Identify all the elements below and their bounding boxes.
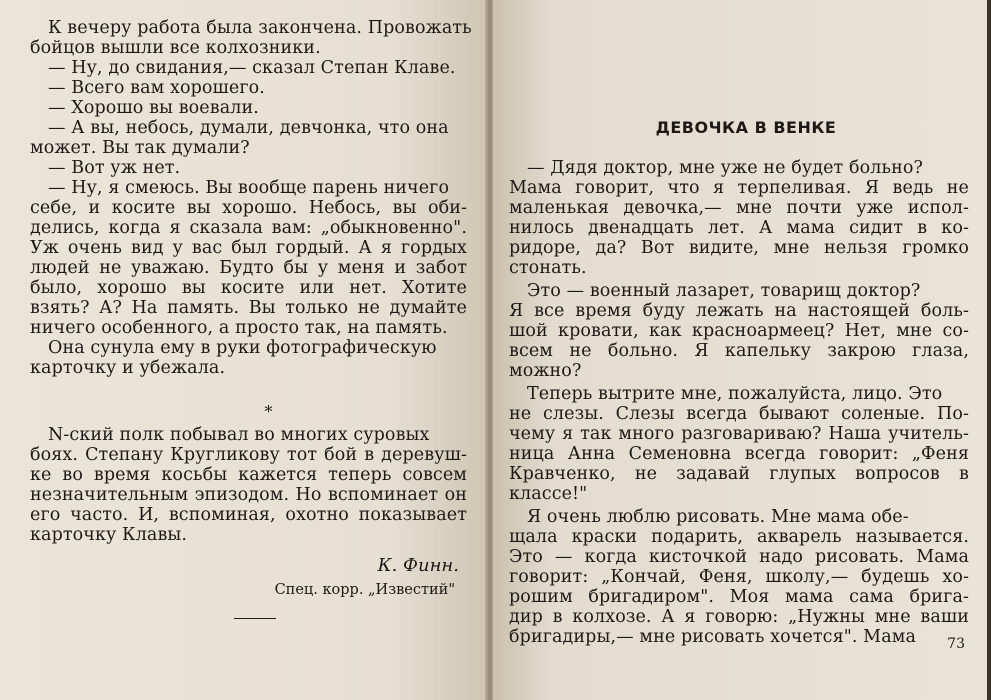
text-line: стонать.	[509, 258, 587, 278]
paragraph	[509, 158, 969, 278]
text-line: может. Вы так думали?	[30, 138, 250, 158]
text-line: было, хорошо вы косите или нет. Хотите	[30, 278, 467, 298]
text-line: ница Анна Семеновна всегда говорит: „Феня	[509, 444, 969, 464]
text-line: его часто. И, вспоминая, охотно показывает	[30, 505, 467, 525]
text-line: К вечеру работа была закончена. Провожать	[48, 18, 472, 38]
text-line: классе!"	[509, 484, 588, 504]
story-title: ДЕВОЧКА В ВЕНКЕ	[655, 118, 837, 137]
author-signature: К. Финн.	[377, 555, 459, 576]
text-line: карточку и убежала.	[30, 358, 226, 378]
text-line: делись, когда я сказала вам: „обыкновенно".	[30, 218, 467, 238]
text-line: Я очень люблю рисовать. Мне мама обе-	[527, 507, 909, 527]
text-line: маленькая девочка,— мне почти уже испол-	[509, 198, 969, 218]
text-line: N-ский полк побывал во многих суровых	[48, 425, 430, 445]
paragraph	[30, 118, 467, 158]
paragraph	[30, 78, 467, 98]
text-line: Теперь вытрите мне, пожалуйста, лицо. Это	[527, 384, 943, 404]
text-line: говорит: „Кончай, Феня, школу,— будешь хо-	[509, 567, 969, 587]
paragraph	[509, 507, 969, 647]
author-credit: Спец. корр. „Известий"	[274, 582, 455, 598]
text-line: ридоре, да? Вот видите, мне нельзя громко	[509, 238, 969, 258]
paragraph	[509, 384, 969, 504]
text-line: шой кровати, как красноармеец? Нет, мне со-	[509, 321, 969, 341]
left-page	[0, 0, 487, 700]
page-edge	[987, 0, 991, 700]
text-line: ке во время косьбы кажется теперь совсем	[30, 465, 467, 485]
text-line: Это — когда кисточкой надо рисовать. Мама	[509, 547, 969, 567]
text-line: взять? А? На память. Вы только не думайте	[30, 298, 467, 318]
text-line: — Дядя доктор, мне уже не будет больно?	[527, 158, 924, 178]
text-line: Кравченко, не задавай глупых вопросов в	[509, 464, 969, 484]
text-line: Уж очень вид у вас был гордый. А я гордых	[30, 238, 467, 258]
text-line: рошим бригадиром". Моя мама сама брига-	[509, 587, 969, 607]
text-line: щала краски подарить, акварель называется.	[509, 527, 969, 547]
left-page-second-block	[30, 425, 467, 545]
text-line: бойцов вышли все колхозники.	[30, 38, 321, 58]
text-line: людей не уважаю. Будто бы у меня и забот	[30, 258, 467, 278]
text-line: — Ну, до свидания,— сказал Степан Клаве.	[48, 58, 456, 78]
text-line: боях. Степану Кругликову тот бой в деревуш-	[30, 445, 467, 465]
text-line: Она сунула ему в руки фотографическую	[48, 338, 437, 358]
text-line: Это — военный лазарет, товарищ доктор?	[527, 281, 921, 301]
text-line: дир в колхозе. А я говорю: „Нужны мне ваши	[509, 607, 969, 627]
section-separator: *	[264, 402, 273, 421]
page-number: 73	[947, 636, 965, 652]
text-line: — А вы, небось, думали, девчонка, что она	[48, 118, 449, 138]
text-line: — Хорошо вы воевали.	[48, 98, 259, 118]
text-line: карточку Клавы.	[30, 525, 188, 545]
text-line: — Ну, я смеюсь. Вы вообще парень ничего	[48, 178, 450, 198]
text-line: Я все время буду лежать на настоящей боль-	[509, 301, 969, 321]
paragraph	[30, 58, 467, 78]
text-line: — Вот уж нет.	[48, 158, 181, 178]
text-line: Мама говорит, что я терпеливая. Я ведь не	[509, 178, 969, 198]
text-line: можно?	[509, 361, 582, 381]
paragraph	[30, 18, 472, 58]
right-page-text	[509, 158, 969, 647]
paragraph	[30, 98, 467, 118]
paragraph	[30, 338, 467, 378]
text-line: себе, и косите вы хорошо. Небось, вы оби-	[30, 198, 467, 218]
text-line: чему я так много разговариваю? Наша учитель-	[509, 424, 969, 444]
text-line: всем не больно. Я капельку закрою глаза,	[509, 341, 969, 361]
text-line: не слезы. Слезы всегда бывают соленые. По-	[509, 404, 969, 424]
text-line: бригадиры,— мне рисовать хочется". Мама	[509, 627, 916, 647]
text-line: незначительным эпизодом. Но вспоминает он	[30, 485, 467, 505]
text-line: — Всего вам хорошего.	[48, 78, 265, 98]
paragraph	[30, 158, 467, 178]
left-page-text	[30, 18, 472, 378]
paragraph	[30, 178, 467, 338]
end-rule	[234, 618, 276, 619]
text-line: ничего особенного, а просто так, на память.	[30, 318, 448, 338]
paragraph	[509, 281, 969, 381]
text-line: нилось двенадцать лет. А мама сидит в ко-	[509, 218, 969, 238]
right-page	[493, 0, 991, 700]
